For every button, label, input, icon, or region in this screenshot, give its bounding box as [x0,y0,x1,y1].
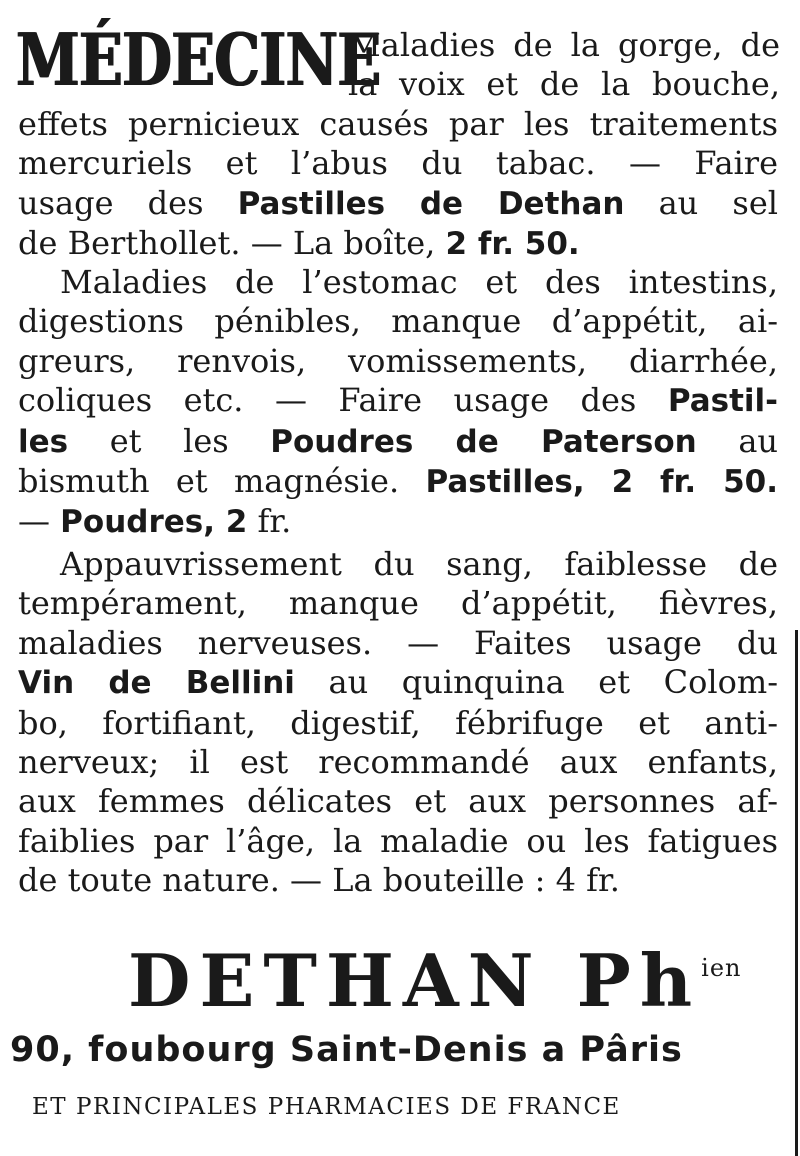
company-name: DETHAN $Ph^{ien}$ [128,938,742,1023]
paragraph-1 [18,105,778,265]
text-line: Maladies de la gorge, de [348,26,780,64]
text-line: greurs, renvois, vomissements, diarrhée, [18,341,778,380]
text-line: faiblies par l’âge, la maladie ou les fatigues [18,821,778,860]
text-line: Vin de Bellini au quinquina et Colom- [18,663,779,702]
text-line: bo, fortifiant, digestif, fébrifuge et anti- [18,703,778,742]
price: 2 fr. 50. [445,226,580,263]
text-line: Appauvrissement du sang, faiblesse de [60,545,778,583]
text-line: — Poudres, 2 fr. [18,502,292,541]
text-line: digestions pénibles, manque d’appétit, ai- [18,302,778,341]
text-line: tempérament, manque d’appétit, fièvres, [18,584,778,623]
text-line: maladies nerveuses. — Faites usage du [18,623,778,662]
text-line: aux femmes délicates et aux personnes af- [18,782,778,821]
text-line: la voix et de la bouche, [348,65,780,104]
text-line: effets pernicieux causés par les traitements [18,105,778,143]
column-rule [795,630,798,1156]
text-line: de Berthollet. — La boîte, 2 fr. 50. [18,224,580,263]
text-line: usage des Pastilles de Dethan au sel [18,183,779,222]
brand-pastilles: Pastil- [667,383,779,420]
text-line: mercuriels et l’abus du tabac. — Faire [18,144,778,183]
text-line: nerveux; il est recommandé aux enfants, [18,743,778,782]
text-line: bismuth et magnésie. Pastilles, 2 fr. 50. [18,462,779,501]
brand-pastilles-dethan: Pastilles de Dethan [237,185,625,222]
text-line: de toute nature. — La bouteille : 4 fr. [18,861,620,900]
company-suffix: ien [701,954,742,982]
footer-line: ET PRINCIPALES PHARMACIES DE FRANCE [32,1094,621,1120]
brand-vin-bellini: Vin de Bellini [18,665,295,702]
price: Pastilles, 2 fr. 50. [425,464,779,501]
price: Poudres, 2 [60,504,248,541]
text-line: les et les Poudres de Paterson au [18,421,779,460]
paragraph-2 [18,263,778,543]
headline: MÉDECINE [16,17,381,102]
address: 90, foubourg Saint-Denis a Pâris [10,1030,683,1070]
paragraph-3 [18,545,778,901]
text-line: Maladies de l’estomac et des intestins, [60,263,778,301]
brand-poudres-paterson: Poudres de Paterson [270,423,697,460]
paragraph-1-top [348,26,780,105]
text-line: coliques etc. — Faire usage des Pastil- [18,381,779,420]
